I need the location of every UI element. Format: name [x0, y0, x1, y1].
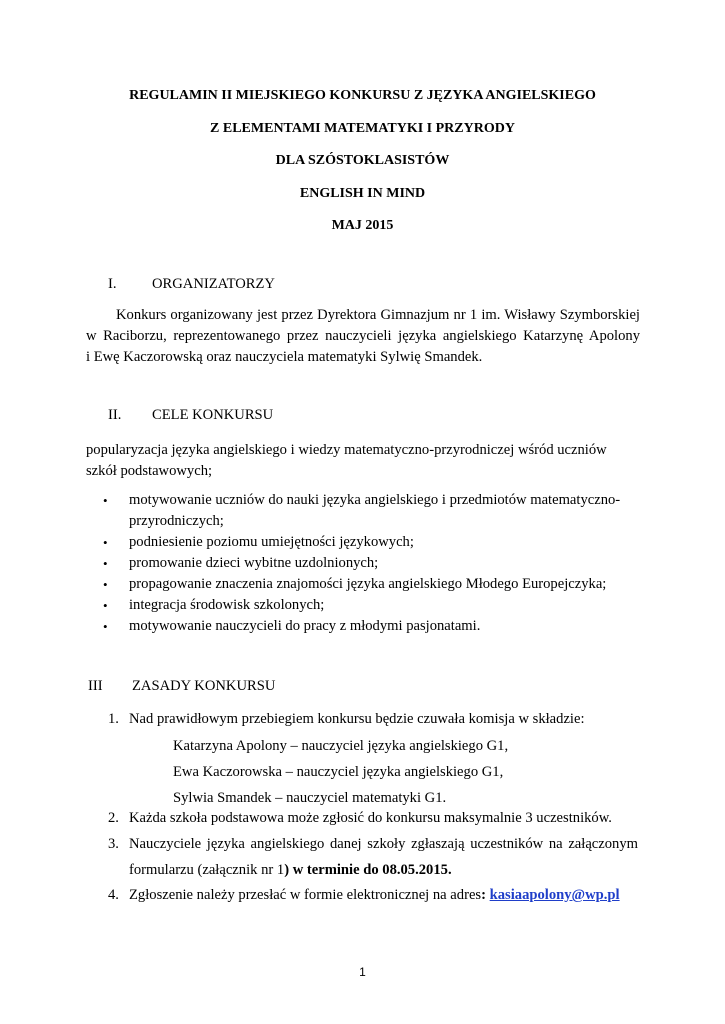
- bullet-icon: •: [103, 598, 108, 613]
- list-item: podniesienie poziomu umiejętności językowych;: [129, 534, 414, 550]
- committee-member: Sylwia Smandek – nauczyciel matematyki G1.: [173, 790, 447, 806]
- bullet-icon: •: [103, 493, 108, 508]
- bullet-icon: •: [103, 577, 108, 592]
- section-2-heading: CELE KONKURSU: [152, 407, 274, 423]
- section-2-intro-line: popularyzacja języka angielskiego i wiedzy matematyczno-przyrodniczej wśród uczniów: [86, 442, 607, 458]
- bullet-icon: •: [103, 556, 108, 571]
- rule-item-continuation: [129, 861, 452, 879]
- rule-item: [129, 886, 620, 904]
- committee-member: Ewa Kaczorowska – nauczyciel języka angielskiego G1,: [173, 764, 504, 780]
- list-item: propagowanie znaczenia znajomości języka angielskiego Młodego Europejczyka;: [129, 576, 607, 592]
- paragraph-line: Konkurs organizowany jest przez Dyrektora Gimnazjum nr 1 im. Wisławy Szymborskiej: [116, 307, 640, 323]
- paragraph-line: i Ewę Kaczorowską oraz nauczyciela matematyki Sylwię Smandek.: [86, 349, 483, 365]
- list-number: 2.: [108, 810, 119, 826]
- rule-item: [129, 835, 638, 853]
- rule-item: Nad prawidłowym przebiegiem konkursu będzie czuwała komisja w składzie:: [129, 711, 585, 727]
- deadline-text: ) w terminie do 08.05.2015.: [284, 862, 452, 878]
- list-item: promowanie dzieci wybitne uzdolnionych;: [129, 555, 379, 571]
- document-contest-name: ENGLISH IN MIND: [299, 186, 426, 201]
- rule-item: Każda szkoła podstawowa może zgłosić do konkursu maksymalnie 3 uczestników.: [129, 810, 612, 826]
- list-number: 4.: [108, 887, 119, 903]
- list-number: 3.: [108, 836, 119, 852]
- section-1-paragraph-cont: [86, 326, 640, 368]
- page-number: 1: [359, 965, 366, 979]
- section-3-heading: ZASADY KONKURSU: [132, 678, 276, 694]
- colon: :: [481, 887, 490, 903]
- bullet-icon: •: [103, 535, 108, 550]
- list-number: 1.: [108, 711, 119, 727]
- bullet-icon: •: [103, 619, 108, 634]
- list-item: motywowanie uczniów do nauki języka angielskiego i przedmiotów matematyczno-: [129, 492, 621, 508]
- list-item-continuation: przyrodniczych;: [129, 513, 224, 529]
- section-2-intro-line: szkół podstawowych;: [86, 463, 213, 479]
- rule-item-text: Zgłoszenie należy przesłać w formie elektronicznej na adres: [129, 887, 482, 903]
- rule-item-text: formularzu (załącznik nr 1: [129, 862, 285, 878]
- document-date: MAJ 2015: [331, 218, 394, 233]
- section-1-numeral: I.: [108, 276, 117, 292]
- list-item: integracja środowisk szkolonych;: [129, 597, 325, 613]
- section-2-numeral: II.: [108, 407, 122, 423]
- section-1-heading: ORGANIZATORZY: [152, 276, 275, 292]
- committee-member: Katarzyna Apolony – nauczyciel języka angielskiego G1,: [173, 738, 509, 754]
- list-item: motywowanie nauczycieli do pracy z młodymi pasjonatami.: [129, 618, 481, 634]
- document-audience: DLA SZÓSTOKLASISTÓW: [275, 153, 450, 168]
- section-3-numeral: III: [88, 678, 103, 694]
- document-title: REGULAMIN II MIEJSKIEGO KONKURSU Z JĘZYKA ANGIELSKIEGO: [129, 88, 596, 103]
- section-1-paragraph: [116, 305, 640, 326]
- document-subtitle: Z ELEMENTAMI MATEMATYKI I PRZYRODY: [210, 121, 515, 136]
- email-link[interactable]: kasiaapolony@wp.pl: [489, 887, 620, 903]
- rule-item-line: Nauczyciele języka angielskiego danej szkoły zgłaszają uczestników na załączonym: [129, 836, 638, 852]
- paragraph-line: w Raciborzu, reprezentowanego przez nauczycieli języka angielskiego Katarzynę Apolony: [86, 328, 640, 344]
